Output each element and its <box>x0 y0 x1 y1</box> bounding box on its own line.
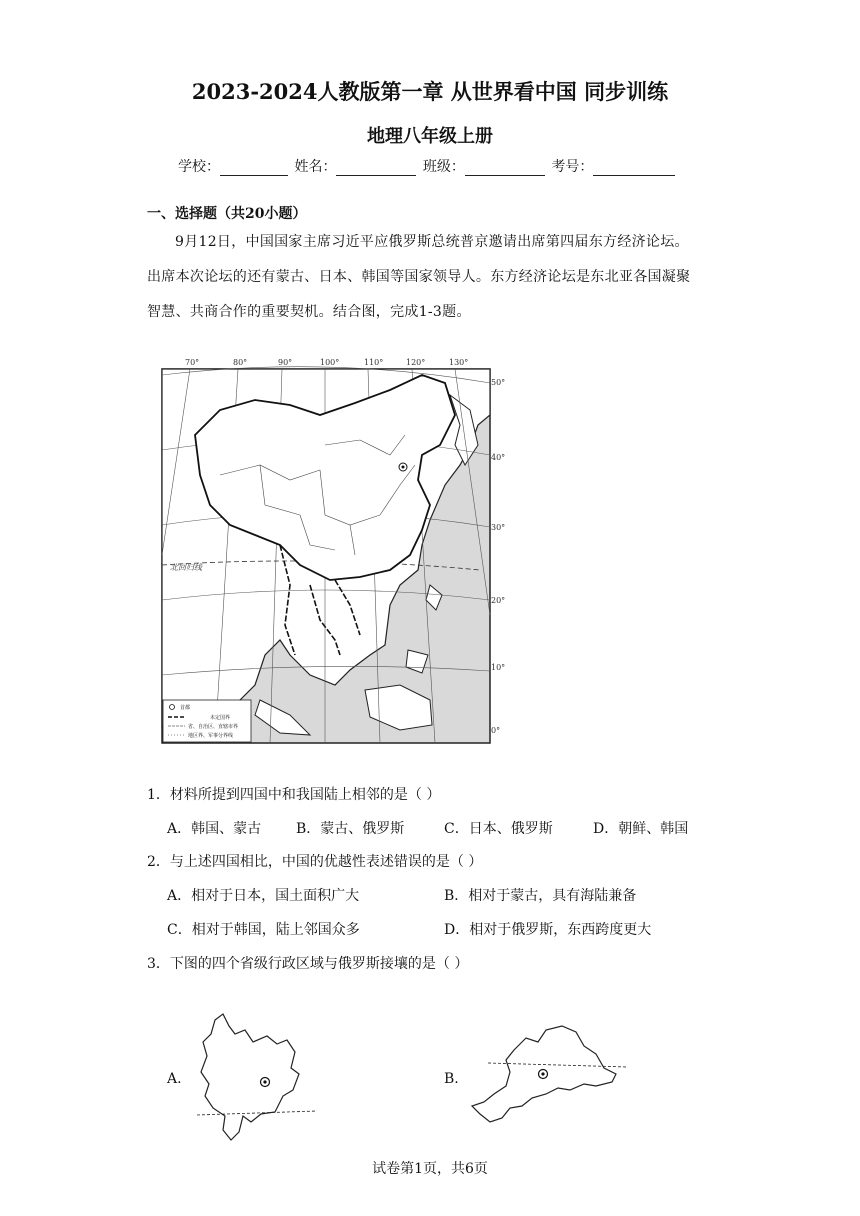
q2-option-b[interactable]: B．相对于蒙古，具有海陆兼备 <box>444 888 637 904</box>
lon-label: 90° <box>278 358 293 367</box>
q1-option-d[interactable]: D．朝鲜、韩国 <box>593 821 689 837</box>
q1-option-b[interactable]: B．蒙古、俄罗斯 <box>296 821 405 837</box>
material-line-1: 9月12日，中国国家主席习近平应俄罗斯总统普京邀请出席第四届东方经济论坛。 <box>175 234 689 250</box>
material-line-2: 出席本次论坛的还有蒙古、日本、韩国等国家领导人。东方经济论坛是东北亚各国凝聚 <box>147 269 691 285</box>
lat-label: 10° <box>491 663 506 672</box>
lat-label: 0° <box>491 726 501 735</box>
map-legend <box>163 700 251 742</box>
class-field[interactable] <box>465 161 545 176</box>
exam-number-field[interactable] <box>593 161 675 176</box>
q2-option-d[interactable]: D．相对于俄罗斯，东西跨度更大 <box>444 922 652 938</box>
q2-option-c[interactable]: C．相对于韩国，陆上邻国众多 <box>167 922 360 938</box>
legend-region-border: 地区界、军事分界线 <box>188 733 234 739</box>
school-field[interactable] <box>220 161 288 176</box>
question-3-stem: 3．下图的四个省级行政区域与俄罗斯接壤的是（ ） <box>147 956 469 972</box>
lon-label: 120° <box>406 358 426 367</box>
legend-undetermined-border: 未定国界 <box>210 715 231 721</box>
lat-label: 30° <box>491 523 506 532</box>
lon-label: 100° <box>320 358 340 367</box>
q2-option-a[interactable]: A．相对于日本，国土面积广大 <box>167 888 360 904</box>
student-info-line <box>178 156 677 176</box>
lat-label: 20° <box>491 596 506 605</box>
q1-option-a[interactable]: A．韩国、蒙古 <box>167 821 262 837</box>
lon-label: 80° <box>233 358 248 367</box>
question-1-stem: 1．材料所提到四国中和我国陆上相邻的是（ ） <box>147 787 441 803</box>
lon-label: 70° <box>185 358 200 367</box>
province-shape-b[interactable] <box>466 1020 631 1130</box>
exam-subtitle: 地理八年级上册 <box>367 126 493 147</box>
question-2-stem: 2．与上述四国相比，中国的优越性表述错误的是（ ） <box>147 854 483 870</box>
school-label: 学校： <box>178 159 220 175</box>
legend-province-border: 省、自治区、直辖市界 <box>188 724 239 730</box>
material-line-3: 智慧、共商合作的重要契机。结合图，完成1-3题。 <box>147 304 471 320</box>
class-label: 班级： <box>422 159 465 175</box>
material-paragraph <box>147 225 722 330</box>
east-asia-map <box>160 355 506 748</box>
legend-capital: 首都 <box>180 705 191 711</box>
name-label: 姓名： <box>294 159 337 175</box>
lat-label: 40° <box>491 453 506 462</box>
exam-title: 2023-2024人教版第一章 从世界看中国 同步训练 <box>191 79 669 104</box>
lon-label: 130° <box>449 358 469 367</box>
exam-number-label: 考号： <box>551 159 594 175</box>
q1-option-c[interactable]: C．日本、俄罗斯 <box>444 821 553 837</box>
lat-label: 50° <box>491 378 506 387</box>
page-footer: 试卷第1页，共6页 <box>372 1161 488 1177</box>
name-field[interactable] <box>336 161 416 176</box>
lon-label: 110° <box>364 358 384 367</box>
section-title: 一、选择题（共20小题） <box>147 206 307 222</box>
tropic-label: 北回归线 <box>170 563 202 572</box>
q3-option-b[interactable]: B. <box>444 1071 459 1087</box>
province-shape-a[interactable] <box>195 1012 320 1147</box>
q3-option-a[interactable]: A. <box>167 1071 182 1087</box>
